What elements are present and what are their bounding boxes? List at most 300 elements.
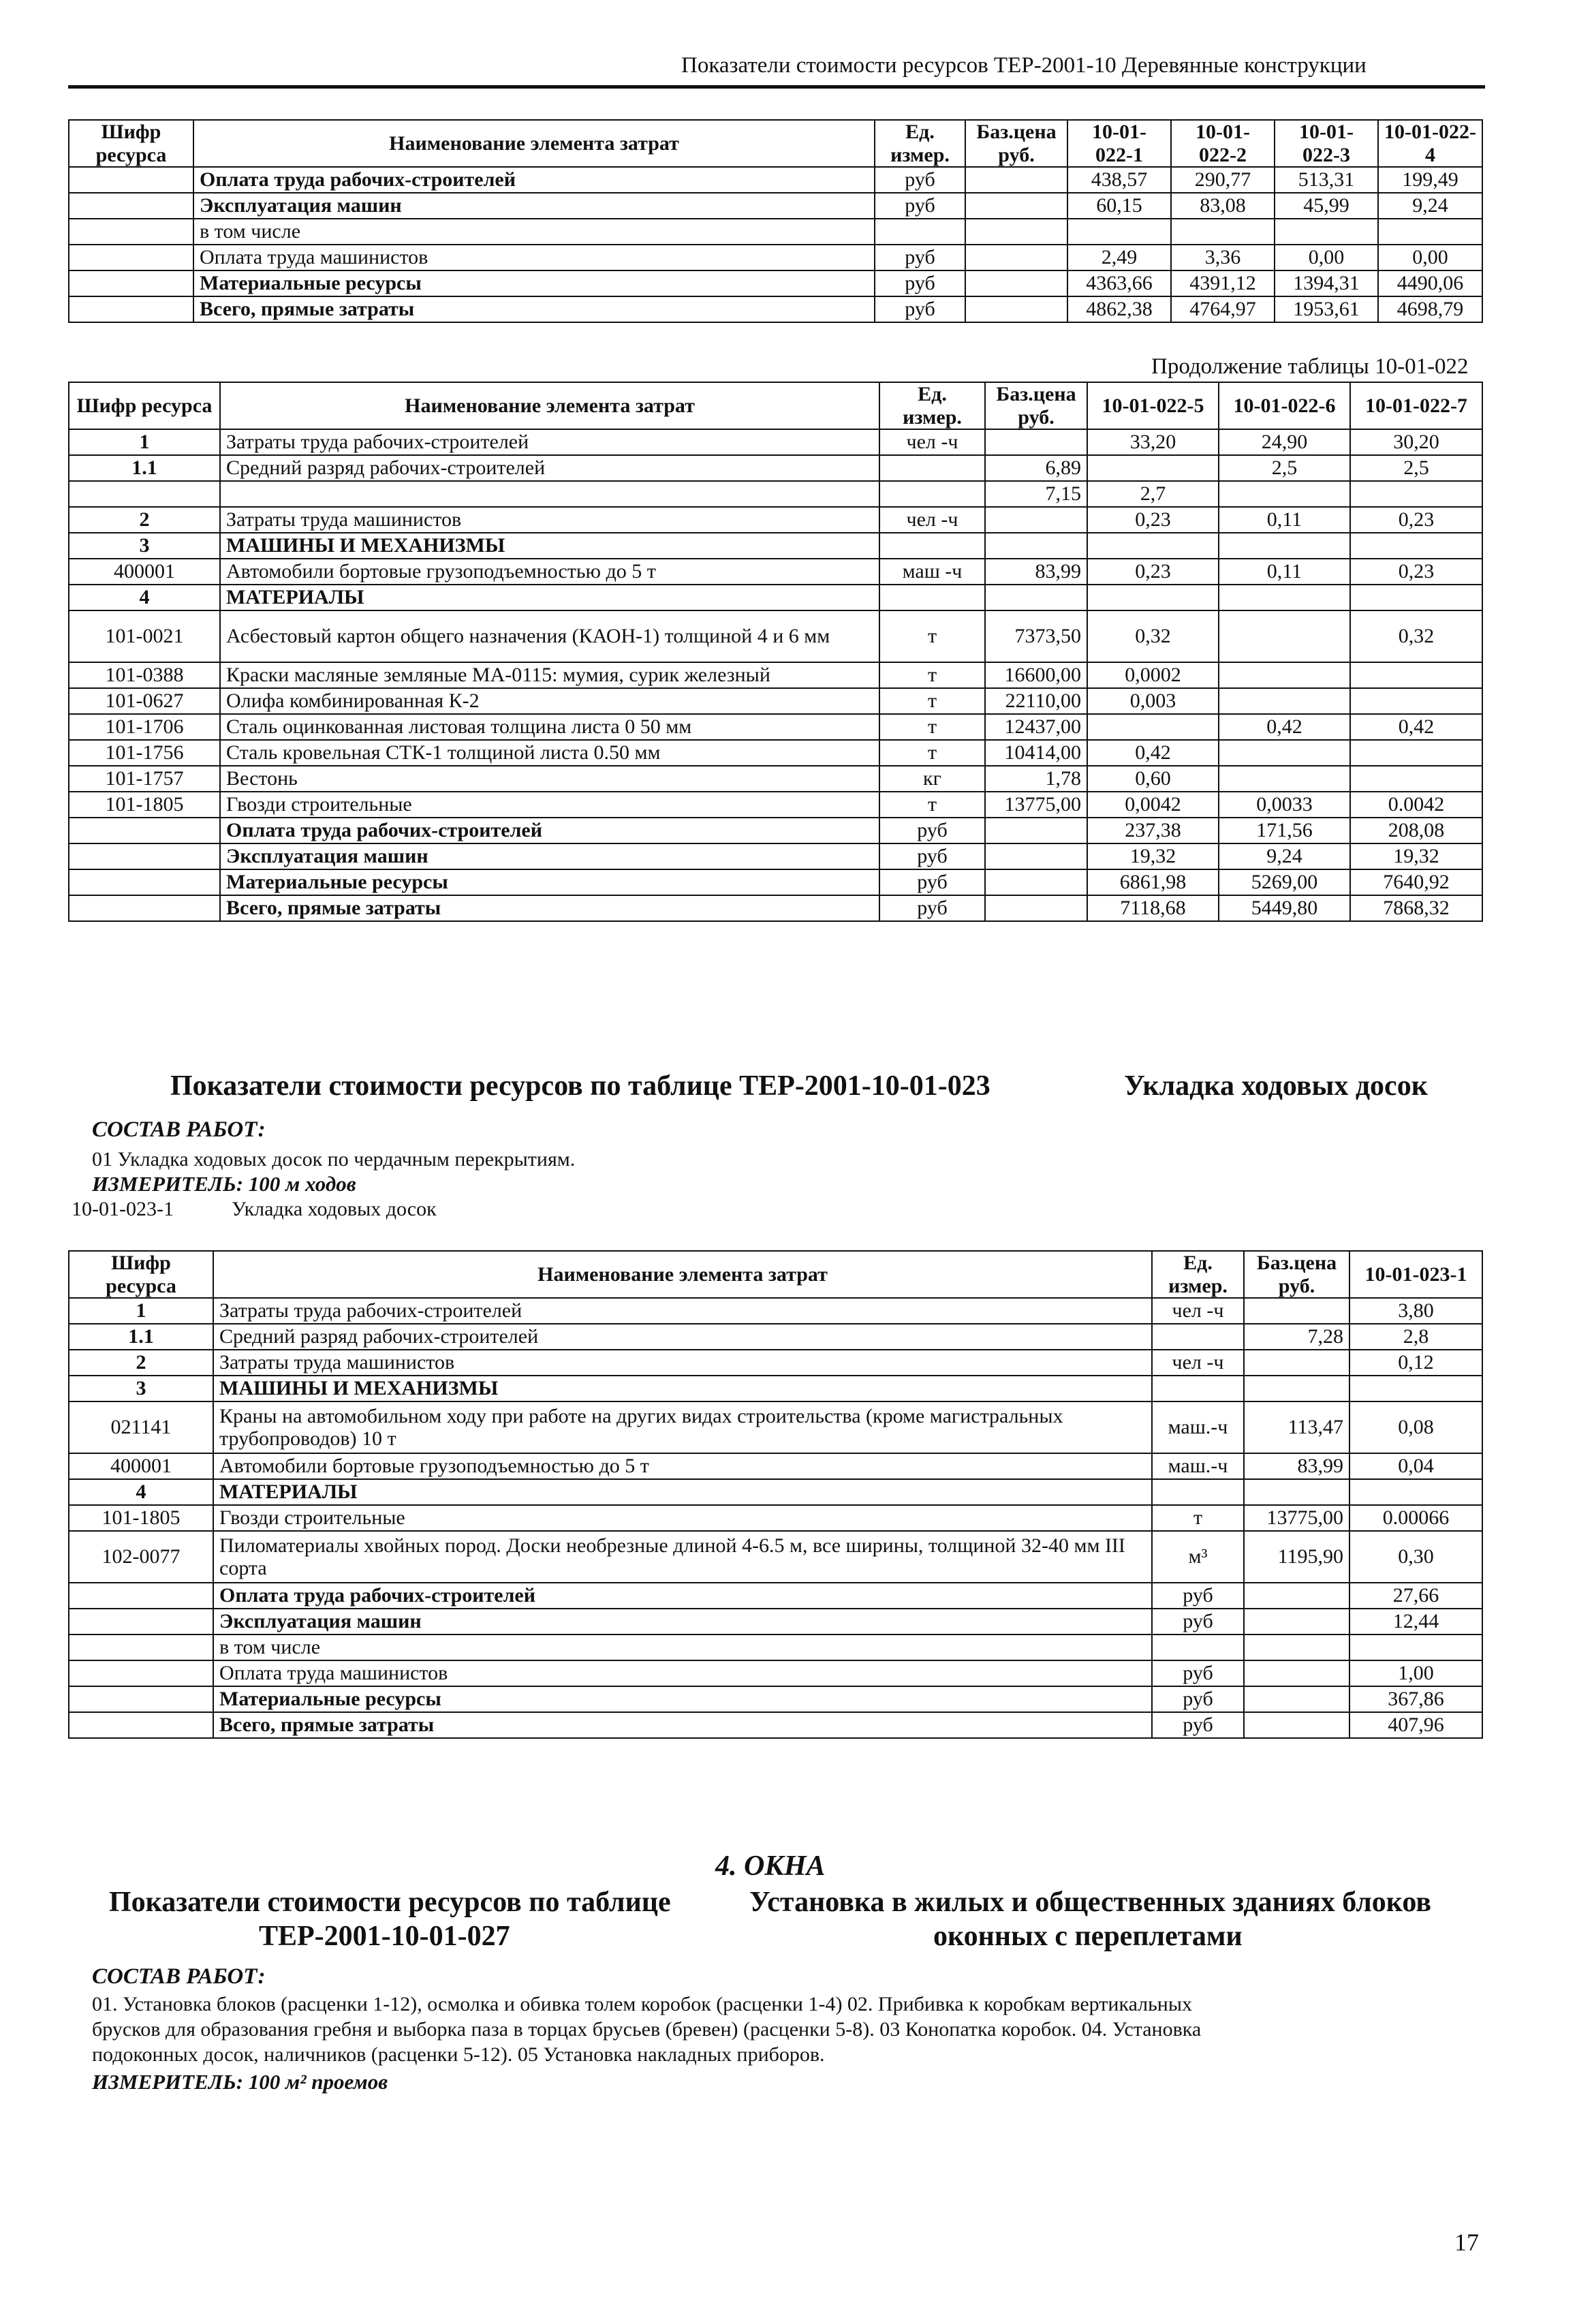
value-cell: 367,86 (1349, 1686, 1482, 1712)
unit-cell: чел -ч (879, 429, 985, 455)
base-price-cell (1244, 1298, 1349, 1324)
unit-cell: чел -ч (1152, 1350, 1244, 1376)
unit-cell: руб (1152, 1686, 1244, 1712)
base-price-cell: 16600,00 (985, 662, 1087, 688)
base-price-cell (985, 429, 1087, 455)
value-cell: 6861,98 (1087, 869, 1219, 895)
table-row (69, 895, 1482, 921)
table-row (69, 688, 1482, 714)
unit-cell: руб (1152, 1583, 1244, 1609)
table-row (69, 1453, 1482, 1479)
base-price-cell (1244, 1712, 1349, 1738)
value-cell: 237,38 (1087, 818, 1219, 843)
cost-element-name-cell: Автомобили бортовые грузоподъемностью до 5 т (220, 559, 879, 585)
value-cell: 0,42 (1219, 714, 1350, 740)
unit-cell: маш -ч (879, 559, 985, 585)
value-cell: 2,8 (1349, 1324, 1482, 1350)
value-cell: 0,11 (1219, 559, 1350, 585)
unit-cell: руб (879, 869, 985, 895)
value-cell (1350, 740, 1482, 766)
base-price-cell (1244, 1376, 1349, 1401)
resource-code-cell: 3 (69, 1376, 213, 1401)
value-cell: 0,23 (1350, 507, 1482, 533)
unit-cell: чел -ч (879, 507, 985, 533)
base-price-cell: 7373,50 (985, 610, 1087, 662)
value-cell: 513,31 (1275, 167, 1378, 193)
col-header: Ед. измер. (875, 120, 965, 167)
resource-code-cell (69, 869, 220, 895)
value-cell: 0,32 (1087, 610, 1219, 662)
base-price-cell (965, 245, 1067, 270)
table-10-01-022-part2 (68, 382, 1483, 922)
cost-element-name-cell: Материальные ресурсы (220, 869, 879, 895)
col-header: 10-01-023-1 (1349, 1251, 1482, 1298)
value-cell: 3,80 (1349, 1298, 1482, 1324)
value-cell (1219, 688, 1350, 714)
value-cell (1087, 585, 1219, 610)
value-cell: 171,56 (1219, 818, 1350, 843)
table-row (69, 818, 1482, 843)
table-row (69, 1583, 1482, 1609)
value-cell: 0,0033 (1219, 792, 1350, 818)
table-row (69, 1479, 1482, 1505)
resource-code-cell (69, 219, 193, 245)
resource-code-cell: 1 (69, 429, 220, 455)
resource-code-cell: 101-0627 (69, 688, 220, 714)
value-cell: 33,20 (1087, 429, 1219, 455)
cost-element-name-cell: Сталь кровельная СТК-1 толщиной листа 0.50 мм (220, 740, 879, 766)
value-cell: 19,32 (1350, 843, 1482, 869)
resource-code-cell: 021141 (69, 1401, 213, 1453)
table-row (69, 167, 1482, 193)
unit-cell: чел -ч (1152, 1298, 1244, 1324)
cost-element-name-cell: Олифа комбинированная К-2 (220, 688, 879, 714)
resource-code-cell: 101-1805 (69, 792, 220, 818)
table-row (69, 766, 1482, 792)
value-cell: 199,49 (1378, 167, 1482, 193)
cost-element-name-cell: Средний разряд рабочих-строителей (220, 455, 879, 481)
resource-code-cell (69, 1660, 213, 1686)
value-cell: 0,00 (1378, 245, 1482, 270)
resource-code-cell: 1.1 (69, 1324, 213, 1350)
value-cell: 4764,97 (1171, 296, 1275, 322)
cost-element-name-cell: Всего, прямые затраты (220, 895, 879, 921)
base-price-cell (985, 843, 1087, 869)
value-cell: 1953,61 (1275, 296, 1378, 322)
value-cell: 438,57 (1067, 167, 1171, 193)
col-header: Ед. измер. (1152, 1251, 1244, 1298)
col-header: Шифр ресурса (69, 382, 220, 429)
value-cell (1087, 714, 1219, 740)
work-composition-line: подоконных досок, наличников (расценки 5-12). 05 Установка накладных приборов. (92, 2043, 825, 2066)
unit-cell: руб (879, 843, 985, 869)
value-cell (1219, 533, 1350, 559)
resource-code-cell: 101-0021 (69, 610, 220, 662)
value-cell (1219, 740, 1350, 766)
table-row (69, 1324, 1482, 1350)
value-cell (1349, 1634, 1482, 1660)
base-price-cell: 10414,00 (985, 740, 1087, 766)
unit-cell: руб (875, 193, 965, 219)
value-cell: 0,23 (1087, 559, 1219, 585)
cost-element-name-cell: Затраты труда машинистов (220, 507, 879, 533)
unit-cell (879, 455, 985, 481)
value-cell: 0,23 (1087, 507, 1219, 533)
resource-code-cell: 102-0077 (69, 1531, 213, 1583)
unit-cell: т (879, 740, 985, 766)
table-row (69, 714, 1482, 740)
value-cell: 19,32 (1087, 843, 1219, 869)
table-row (69, 843, 1482, 869)
base-price-cell (985, 869, 1087, 895)
col-header: Шифр ресурса (69, 120, 193, 167)
work-composition-line: брусков для образования гребня и выборка паза в торцах брусьев (бревен) (расценки 5-8). 03 Конопатка коробок. 04. Установка (92, 2018, 1202, 2041)
col-header: Баз.цена руб. (985, 382, 1087, 429)
value-cell: 3,36 (1171, 245, 1275, 270)
value-cell: 4490,06 (1378, 270, 1482, 296)
value-cell: 0.00066 (1349, 1505, 1482, 1531)
unit-cell (879, 481, 985, 507)
work-composition-line: 01. Установка блоков (расценки 1-12), осмолка и обивка толем коробок (расценки 1-4) 02. Прибивка к коробкам вертикальных (92, 1993, 1193, 2015)
resource-code-cell: 1 (69, 1298, 213, 1324)
cost-element-name-cell: Краны на автомобильном ходу при работе на других видах строительства (кроме магистральных трубопроводов) 10 т (213, 1401, 1152, 1453)
value-cell: 9,24 (1378, 193, 1482, 219)
value-cell (1087, 455, 1219, 481)
unit-cell (879, 585, 985, 610)
resource-code-cell: 400001 (69, 1453, 213, 1479)
table-row (69, 193, 1482, 219)
value-cell: 0,12 (1349, 1350, 1482, 1376)
unit-cell: руб (875, 270, 965, 296)
resource-code-cell (69, 1712, 213, 1738)
value-cell: 45,99 (1275, 193, 1378, 219)
base-price-cell: 83,99 (1244, 1453, 1349, 1479)
section-title-left-1: Показатели стоимости ресурсов по таблице (109, 1887, 671, 1918)
table-row (69, 1376, 1482, 1401)
rate-name: Укладка ходовых досок (232, 1198, 437, 1220)
measure-unit: ИЗМЕРИТЕЛЬ: 100 м ходов (92, 1172, 356, 1196)
value-cell (1378, 219, 1482, 245)
col-header: Наименование элемента затрат (220, 382, 879, 429)
col-header: 10-01-022-2 (1171, 120, 1275, 167)
unit-cell: т (1152, 1505, 1244, 1531)
cost-element-name-cell: Оплата труда машинистов (193, 245, 875, 270)
unit-cell (1152, 1324, 1244, 1350)
table-row (69, 559, 1482, 585)
table-continuation-caption: Продолжение таблицы 10-01-022 (1151, 354, 1469, 379)
value-cell (1219, 481, 1350, 507)
base-price-cell (965, 167, 1067, 193)
resource-code-cell: 4 (69, 1479, 213, 1505)
value-cell (1350, 688, 1482, 714)
value-cell: 7868,32 (1350, 895, 1482, 921)
base-price-cell: 13775,00 (985, 792, 1087, 818)
value-cell: 2,49 (1067, 245, 1171, 270)
base-price-cell: 22110,00 (985, 688, 1087, 714)
unit-cell: т (879, 792, 985, 818)
work-composition-label: СОСТАВ РАБОТ: (92, 1117, 266, 1142)
resource-code-cell: 2 (69, 507, 220, 533)
cost-element-name-cell: Автомобили бортовые грузоподъемностью до 5 т (213, 1453, 1152, 1479)
resource-code-cell (69, 481, 220, 507)
section-title-right-2: оконных с переплетами (933, 1921, 1243, 1952)
table-row (69, 1712, 1482, 1738)
resource-code-cell (69, 1686, 213, 1712)
value-cell (1219, 585, 1350, 610)
base-price-cell: 83,99 (985, 559, 1087, 585)
base-price-cell: 1195,90 (1244, 1531, 1349, 1583)
unit-cell: т (879, 714, 985, 740)
base-price-cell (985, 507, 1087, 533)
table-row (69, 1350, 1482, 1376)
value-cell: 0,60 (1087, 766, 1219, 792)
col-header: 10-01-022-3 (1275, 120, 1378, 167)
unit-cell: руб (1152, 1660, 1244, 1686)
table-row (69, 533, 1482, 559)
value-cell: 0,04 (1349, 1453, 1482, 1479)
value-cell (1350, 585, 1482, 610)
base-price-cell (965, 296, 1067, 322)
value-cell (1219, 662, 1350, 688)
resource-code-cell: 4 (69, 585, 220, 610)
value-cell (1067, 219, 1171, 245)
section-title: Показатели стоимости ресурсов по таблице ТЕР-2001-10-01-023 (170, 1070, 990, 1102)
cost-element-name-cell: Сталь оцинкованная листовая толщина листа 0 50 мм (220, 714, 879, 740)
unit-cell: маш.-ч (1152, 1453, 1244, 1479)
base-price-cell: 7,28 (1244, 1324, 1349, 1350)
resource-code-cell (69, 245, 193, 270)
value-cell (1350, 481, 1482, 507)
cost-element-name-cell: Краски масляные земляные МА-0115: мумия, сурик железный (220, 662, 879, 688)
value-cell (1219, 766, 1350, 792)
base-price-cell (985, 895, 1087, 921)
cost-element-name-cell: Всего, прямые затраты (193, 296, 875, 322)
value-cell (1087, 533, 1219, 559)
value-cell (1350, 533, 1482, 559)
table-row (69, 1505, 1482, 1531)
base-price-cell (1244, 1660, 1349, 1686)
cost-element-name-cell: Вестонь (220, 766, 879, 792)
table-row (69, 455, 1482, 481)
value-cell: 0,0042 (1087, 792, 1219, 818)
cost-element-name-cell: Асбестовый картон общего назначения (КАОН-1) толщиной 4 и 6 мм (220, 610, 879, 662)
value-cell: 4698,79 (1378, 296, 1482, 322)
work-composition-label: СОСТАВ РАБОТ: (92, 1964, 266, 1989)
resource-code-cell (69, 270, 193, 296)
unit-cell (1152, 1376, 1244, 1401)
resource-code-cell: 101-0388 (69, 662, 220, 688)
resource-code-cell (69, 193, 193, 219)
resource-code-cell: 400001 (69, 559, 220, 585)
value-cell (1349, 1376, 1482, 1401)
cost-element-name-cell: Средний разряд рабочих-строителей (213, 1324, 1152, 1350)
cost-element-name-cell: Затраты труда рабочих-строителей (213, 1298, 1152, 1324)
table-row (69, 429, 1482, 455)
value-cell: 4363,66 (1067, 270, 1171, 296)
cost-element-name-cell: Оплата труда рабочих-строителей (193, 167, 875, 193)
value-cell: 9,24 (1219, 843, 1350, 869)
resource-code-cell: 101-1756 (69, 740, 220, 766)
unit-cell: м³ (1152, 1531, 1244, 1583)
value-cell: 12,44 (1349, 1609, 1482, 1634)
cost-element-name-cell: Затраты труда машинистов (213, 1350, 1152, 1376)
unit-cell: руб (879, 818, 985, 843)
col-header: Баз.цена руб. (965, 120, 1067, 167)
table-10-01-022-part1 (68, 119, 1483, 323)
cost-element-name-cell: Затраты труда рабочих-строителей (220, 429, 879, 455)
value-cell: 0,0002 (1087, 662, 1219, 688)
table-row (69, 296, 1482, 322)
section-subtitle: Укладка ходовых досок (1124, 1070, 1428, 1102)
cost-element-name-cell: Оплата труда машинистов (213, 1660, 1152, 1686)
value-cell: 5449,80 (1219, 895, 1350, 921)
unit-cell: т (879, 610, 985, 662)
table-row (69, 662, 1482, 688)
base-price-cell (1244, 1634, 1349, 1660)
col-header: Наименование элемента затрат (213, 1251, 1152, 1298)
value-cell: 0,003 (1087, 688, 1219, 714)
value-cell: 1394,31 (1275, 270, 1378, 296)
value-cell (1171, 219, 1275, 245)
cost-element-name-cell: МАШИНЫ И МЕХАНИЗМЫ (220, 533, 879, 559)
value-cell: 2,5 (1350, 455, 1482, 481)
table-row (69, 481, 1482, 507)
resource-code-cell: 101-1757 (69, 766, 220, 792)
table-row (69, 1531, 1482, 1583)
resource-code-cell (69, 1634, 213, 1660)
value-cell: 0,30 (1349, 1531, 1482, 1583)
value-cell: 24,90 (1219, 429, 1350, 455)
base-price-cell (965, 193, 1067, 219)
base-price-cell (1244, 1686, 1349, 1712)
value-cell: 0,23 (1350, 559, 1482, 585)
section-title-right-1: Установка в жилых и общественных зданиях блоков (749, 1887, 1432, 1918)
resource-code-cell (69, 167, 193, 193)
table-row (69, 740, 1482, 766)
table-row (69, 869, 1482, 895)
col-header: Наименование элемента затрат (193, 120, 875, 167)
value-cell (1275, 219, 1378, 245)
cost-element-name-cell: Пиломатериалы хвойных пород. Доски необрезные длиной 4-6.5 м, все ширины, толщиной 32-40 мм III сорта (213, 1531, 1152, 1583)
unit-cell: руб (879, 895, 985, 921)
cost-element-name-cell: Эксплуатация машин (220, 843, 879, 869)
value-cell: 2,5 (1219, 455, 1350, 481)
table-row (69, 1401, 1482, 1453)
value-cell: 0,00 (1275, 245, 1378, 270)
table-row (69, 1634, 1482, 1660)
col-header: 10-01-022-7 (1350, 382, 1482, 429)
value-cell: 1,00 (1349, 1660, 1482, 1686)
work-composition-text: 01 Укладка ходовых досок по чердачным перекрытиям. (92, 1148, 576, 1171)
value-cell: 0,42 (1350, 714, 1482, 740)
value-cell: 4862,38 (1067, 296, 1171, 322)
unit-cell (875, 219, 965, 245)
value-cell: 0,11 (1219, 507, 1350, 533)
base-price-cell (965, 270, 1067, 296)
resource-code-cell (69, 1609, 213, 1634)
value-cell (1350, 662, 1482, 688)
value-cell: 208,08 (1350, 818, 1482, 843)
table-row (69, 1298, 1482, 1324)
running-header: Показатели стоимости ресурсов ТЕР-2001-10 Деревянные конструкции (681, 53, 1367, 78)
base-price-cell: 7,15 (985, 481, 1087, 507)
value-cell: 4391,12 (1171, 270, 1275, 296)
base-price-cell (1244, 1479, 1349, 1505)
page-number: 17 (1454, 2229, 1479, 2256)
value-cell: 0,32 (1350, 610, 1482, 662)
base-price-cell: 6,89 (985, 455, 1087, 481)
unit-cell: маш.-ч (1152, 1401, 1244, 1453)
base-price-cell: 13775,00 (1244, 1505, 1349, 1531)
value-cell: 0.0042 (1350, 792, 1482, 818)
table-row (69, 792, 1482, 818)
value-cell: 7118,68 (1087, 895, 1219, 921)
cost-element-name-cell: Оплата труда рабочих-строителей (220, 818, 879, 843)
unit-cell (1152, 1634, 1244, 1660)
base-price-cell: 12437,00 (985, 714, 1087, 740)
cost-element-name-cell: Гвозди строительные (213, 1505, 1152, 1531)
unit-cell: руб (1152, 1712, 1244, 1738)
resource-code-cell (69, 296, 193, 322)
base-price-cell (1244, 1350, 1349, 1376)
cost-element-name-cell: МАТЕРИАЛЫ (220, 585, 879, 610)
cost-element-name-cell: Материальные ресурсы (213, 1686, 1152, 1712)
base-price-cell (1244, 1583, 1349, 1609)
value-cell: 7640,92 (1350, 869, 1482, 895)
unit-cell: руб (1152, 1609, 1244, 1634)
value-cell (1219, 610, 1350, 662)
value-cell (1349, 1479, 1482, 1505)
base-price-cell (1244, 1609, 1349, 1634)
table-row (69, 1609, 1482, 1634)
unit-cell: руб (875, 245, 965, 270)
resource-code-cell (69, 895, 220, 921)
value-cell: 2,7 (1087, 481, 1219, 507)
cost-element-name-cell: Эксплуатация машин (213, 1609, 1152, 1634)
table-row (69, 507, 1482, 533)
cost-element-name-cell: Материальные ресурсы (193, 270, 875, 296)
table-row (69, 1660, 1482, 1686)
table-row (69, 219, 1482, 245)
cost-element-name-cell: Эксплуатация машин (193, 193, 875, 219)
resource-code-cell: 3 (69, 533, 220, 559)
col-header: 10-01-022-4 (1378, 120, 1482, 167)
section-title-left-2: ТЕР-2001-10-01-027 (259, 1921, 510, 1952)
value-cell: 5269,00 (1219, 869, 1350, 895)
base-price-cell (965, 219, 1067, 245)
col-header: 10-01-022-5 (1087, 382, 1219, 429)
unit-cell: руб (875, 296, 965, 322)
value-cell: 27,66 (1349, 1583, 1482, 1609)
resource-code-cell (69, 818, 220, 843)
rate-code: 10-01-023-1 (72, 1198, 174, 1220)
table-row (69, 270, 1482, 296)
header-rule (68, 85, 1485, 89)
base-price-cell (985, 818, 1087, 843)
col-header: Шифр ресурса (69, 1251, 213, 1298)
cost-element-name-cell (220, 481, 879, 507)
table-row (69, 1686, 1482, 1712)
base-price-cell (985, 585, 1087, 610)
cost-element-name-cell: МАШИНЫ И МЕХАНИЗМЫ (213, 1376, 1152, 1401)
resource-code-cell (69, 843, 220, 869)
col-header: Ед. измер. (879, 382, 985, 429)
resource-code-cell: 101-1805 (69, 1505, 213, 1531)
value-cell: 290,77 (1171, 167, 1275, 193)
unit-cell: т (879, 688, 985, 714)
unit-cell (1152, 1479, 1244, 1505)
value-cell (1350, 766, 1482, 792)
